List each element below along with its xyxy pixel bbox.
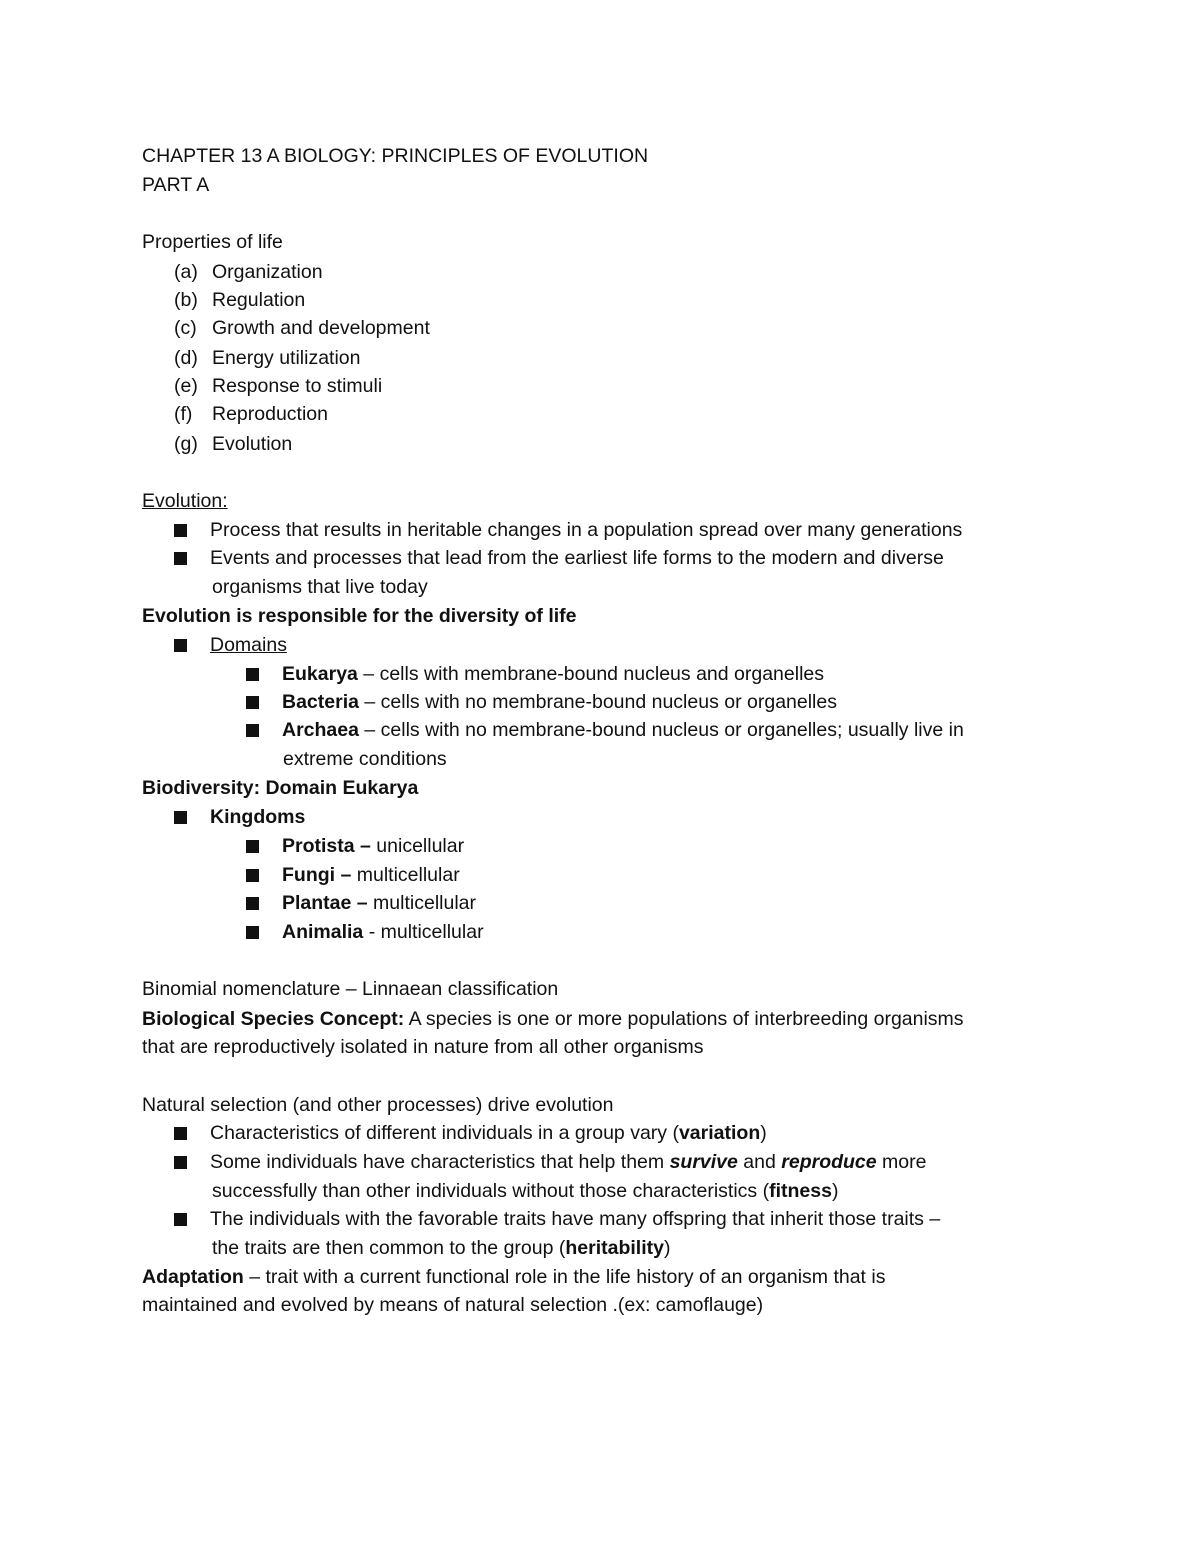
square-bullet-icon — [246, 840, 259, 853]
bullet-item: Kingdoms — [174, 803, 305, 831]
part-label: PART A — [142, 174, 210, 196]
square-bullet-icon — [246, 897, 259, 910]
square-bullet-icon — [174, 552, 187, 565]
square-bullet-icon — [174, 1156, 187, 1169]
square-bullet-icon — [174, 1213, 187, 1226]
bullet-item: Some individuals have characteristics that help them survive and reproduce more — [174, 1148, 926, 1176]
sub-bullet-item: Plantae – multicellular — [246, 889, 476, 917]
bullet-item: Characteristics of different individuals in a group vary (variation) — [174, 1119, 767, 1147]
diversity-heading: Evolution is responsible for the diversity of life — [142, 605, 577, 627]
species-concept-continuation: that are reproductively isolated in nature from all other organisms — [142, 1036, 704, 1058]
selection-heading: Natural selection (and other processes) drive evolution — [142, 1094, 614, 1116]
bullet-item: Process that results in heritable changes in a population spread over many generations — [174, 516, 962, 544]
bullet-item: Events and processes that lead from the earliest life forms to the modern and diverse — [174, 544, 944, 572]
evolution-heading: Evolution: — [142, 490, 228, 512]
binomial-line: Binomial nomenclature – Linnaean classification — [142, 978, 559, 1000]
list-item: (g) Evolution — [174, 433, 293, 455]
bullet-item: Domains — [174, 631, 287, 659]
chapter-title: CHAPTER 13 A BIOLOGY: PRINCIPLES OF EVOLUTION — [142, 145, 649, 167]
sub-bullet-item: Protista – unicellular — [246, 832, 464, 860]
biodiversity-heading: Biodiversity: Domain Eukarya — [142, 777, 419, 799]
square-bullet-icon — [174, 811, 187, 824]
square-bullet-icon — [174, 639, 187, 652]
list-item: (e) Response to stimuli — [174, 375, 383, 397]
bullet-continuation: the traits are then common to the group (heritability) — [212, 1237, 671, 1259]
list-item: (d) Energy utilization — [174, 347, 361, 369]
sub-bullet-item: Animalia - multicellular — [246, 918, 484, 946]
sub-bullet-item: Bacteria – cells with no membrane-bound nucleus or organelles — [246, 688, 837, 716]
species-concept: Biological Species Concept: A species is one or more populations of interbreeding organisms — [142, 1008, 964, 1030]
properties-heading: Properties of life — [142, 231, 283, 253]
square-bullet-icon — [174, 1127, 187, 1140]
bullet-item: The individuals with the favorable traits have many offspring that inherit those traits – — [174, 1205, 940, 1233]
bullet-continuation: extreme conditions — [283, 748, 447, 770]
square-bullet-icon — [246, 724, 259, 737]
square-bullet-icon — [246, 869, 259, 882]
square-bullet-icon — [246, 668, 259, 681]
list-item: (b) Regulation — [174, 289, 306, 311]
square-bullet-icon — [246, 696, 259, 709]
list-item: (c) Growth and development — [174, 317, 430, 339]
bullet-continuation: organisms that live today — [212, 576, 428, 598]
sub-bullet-item: Eukarya – cells with membrane-bound nucleus and organelles — [246, 660, 824, 688]
sub-bullet-item: Archaea – cells with no membrane-bound nucleus or organelles; usually live in — [246, 716, 964, 744]
square-bullet-icon — [246, 926, 259, 939]
adaptation-definition: Adaptation – trait with a current functional role in the life history of an organism that is — [142, 1266, 886, 1288]
list-item: (f) Reproduction — [174, 403, 328, 425]
adaptation-continuation: maintained and evolved by means of natural selection .(ex: camoflauge) — [142, 1294, 764, 1316]
square-bullet-icon — [174, 524, 187, 537]
list-item: (a) Organization — [174, 261, 323, 283]
bullet-continuation: successfully than other individuals without those characteristics (fitness) — [212, 1180, 839, 1202]
sub-bullet-item: Fungi – multicellular — [246, 861, 460, 889]
